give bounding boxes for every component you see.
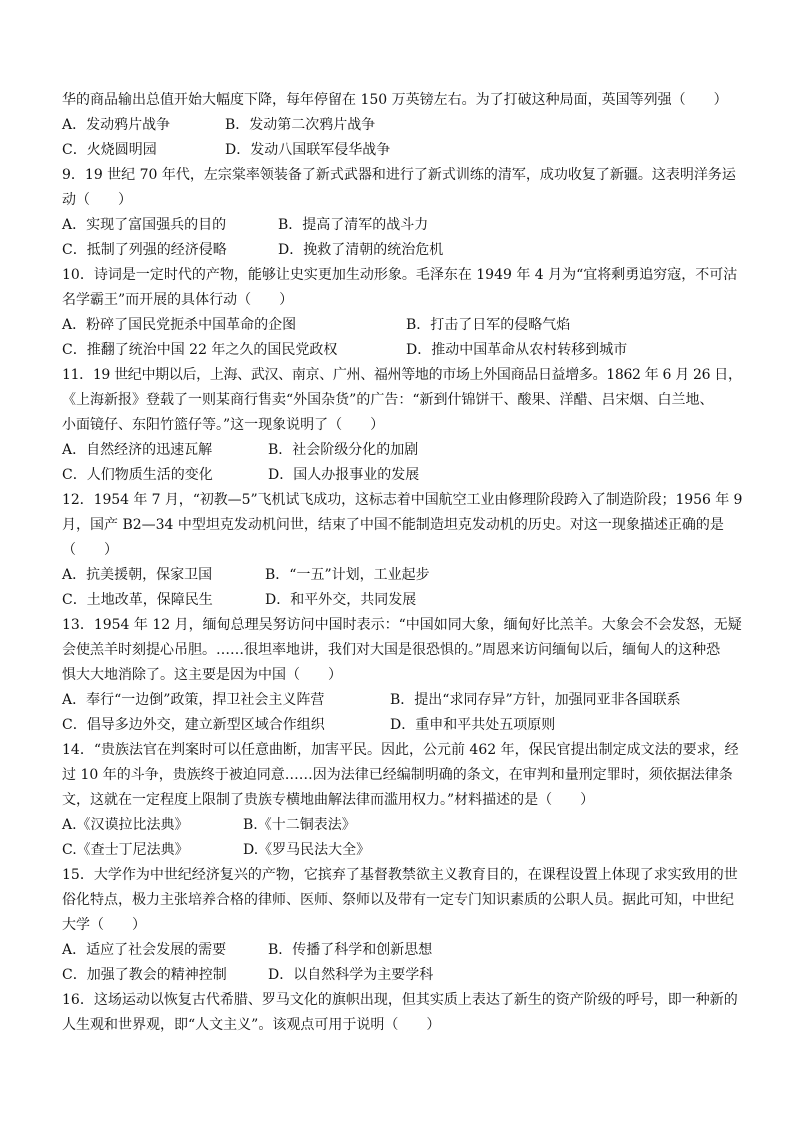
- q13-option-b[interactable]: B．提出“求同存异”方针，加强同亚非各国联系: [390, 692, 681, 708]
- q14-option-d[interactable]: D.《罗马民法大全》: [243, 842, 371, 858]
- q8-options-row-2: [62, 138, 742, 163]
- q15-options-row-2: [62, 963, 742, 988]
- q14-stem-line-1: 14．“贵族法官在判案时可以任意曲断，加害平民。因此，公元前 462 年，保民官提出制定成文法的要求，经: [62, 742, 739, 758]
- q10-option-b[interactable]: B．打击了日军的侵略气焰: [406, 317, 571, 333]
- q15-option-d[interactable]: D．以自然科学为主要学科: [268, 967, 434, 983]
- q11-stem-line-2: 《上海新报》登载了一则某商行售卖“外国杂货”的广告：“新到什锦饼干、酸果、洋醋、吕宋烟、白兰地、: [62, 392, 714, 408]
- q9-option-c[interactable]: C．抵制了列强的经济侵略: [62, 242, 227, 258]
- q13-option-d[interactable]: D．重申和平共处五项原则: [390, 717, 556, 733]
- q14-options-row-2: [62, 838, 742, 863]
- q8-option-c[interactable]: C．火烧圆明园: [62, 142, 157, 158]
- q9-options-row-1: [62, 213, 742, 238]
- q13-option-a[interactable]: A．奉行“一边倒”政策，捍卫社会主义阵营: [62, 692, 325, 708]
- q13-stem-line-2: 会使羔羊时刻提心吊胆。……很坦率地讲，我们对大国是很恐惧的。”周恩来访问缅甸以后，缅甸人的这种恐: [62, 642, 721, 658]
- q13-option-c[interactable]: C．倡导多边外交，建立新型区域合作组织: [62, 717, 325, 733]
- q8-option-d[interactable]: D．发动八国联军侵华战争: [225, 142, 391, 158]
- q10-options-row-1: [62, 313, 742, 338]
- q10-stem-line-1: 10．诗词是一定时代的产物，能够让史实更加生动形象。毛泽东在 1949 年 4 月为“宜将剩勇追穷寇，不可沽: [62, 267, 738, 283]
- q13-stem-line-1: 13．1954 年 12 月，缅甸总理吴努访问中国时表示：“中国如同大象，缅甸好比羔羊。大象会不会发怒，无疑: [62, 617, 742, 633]
- q16-stem-line-2: 人生观和世界观，即“人文主义”。该观点可用于说明（ ）: [62, 1017, 441, 1033]
- q15-stem-line-2: 俗化特点，极力主张培养合格的律师、医师、祭师以及带有一定专门知识素质的公职人员。据此可知，中世纪: [62, 892, 734, 908]
- q15-option-a[interactable]: A．适应了社会发展的需要: [62, 942, 227, 958]
- q11-option-a[interactable]: A．自然经济的迅速瓦解: [62, 442, 213, 458]
- q9-option-d[interactable]: D．挽救了清朝的统治危机: [278, 242, 444, 258]
- q12-stem-line-3: （ ）: [62, 542, 118, 558]
- q10-options-row-2: [62, 338, 742, 363]
- q9-stem-line-2: 动（ ）: [62, 192, 132, 208]
- q12-options-row-2: [62, 588, 742, 613]
- q9-option-b[interactable]: B．提高了清军的战斗力: [278, 217, 429, 233]
- q13-options-row-1: [62, 688, 742, 713]
- exam-page: [62, 88, 742, 1038]
- q14-stem-line-3: 文，这就在一定程度上限制了贵族专横地曲解法律而滥用权力。”材料描述的是（ ）: [62, 792, 595, 808]
- q14-stem-line-2: 过 10 年的斗争，贵族终于被迫同意……因为法律已经编制明确的条文，在审判和量刑定罪时，须依据法律条: [62, 767, 733, 783]
- q15-option-c[interactable]: C．加强了教会的精神控制: [62, 967, 227, 983]
- q14-option-b[interactable]: B.《十二铜表法》: [243, 817, 356, 833]
- q8-stem-tail: 华的商品输出总值开始大幅度下降，每年停留在 150 万英镑左右。为了打破这种局面，英国等列强（ ）: [62, 92, 728, 108]
- q12-option-c[interactable]: C．土地改革，保障民生: [62, 592, 213, 608]
- q15-stem-line-1: 15．大学作为中世纪经济复兴的产物，它摈弃了基督教禁欲主义教育目的，在课程设置上体现了求实致用的世: [62, 867, 738, 883]
- q11-options-row-1: [62, 438, 742, 463]
- q15-options-row-1: [62, 938, 742, 963]
- q8-options-row-1: [62, 113, 742, 138]
- q14-option-a[interactable]: A.《汉谟拉比法典》: [62, 817, 189, 833]
- q10-option-a[interactable]: A．粉碎了国民党扼杀中国革命的企图: [62, 317, 297, 333]
- q12-option-a[interactable]: A．抗美援朝，保家卫国: [62, 567, 213, 583]
- q10-stem-line-2: 名学霸王”而开展的具体行动（ ）: [62, 292, 294, 308]
- q13-options-row-2: [62, 713, 742, 738]
- q9-stem-line-1: 9．19 世纪 70 年代，左宗棠率领装备了新式武器和进行了新式训练的清军，成功收复了新疆。这表明洋务运: [62, 167, 736, 183]
- q13-stem-line-3: 惧大大地消除了。这主要是因为中国（ ）: [62, 667, 342, 683]
- q11-option-c[interactable]: C．人们物质生活的变化: [62, 467, 213, 483]
- q10-option-c[interactable]: C．推翻了统治中国 22 年之久的国民党政权: [62, 342, 338, 358]
- q8-option-a[interactable]: A．发动鸦片战争: [62, 117, 171, 133]
- q12-options-row-1: [62, 563, 742, 588]
- q11-option-b[interactable]: B．社会阶级分化的加剧: [268, 442, 419, 458]
- q8-option-b[interactable]: B．发动第二次鸦片战争: [225, 117, 376, 133]
- q11-option-d[interactable]: D．国人办报事业的发展: [268, 467, 420, 483]
- q12-option-d[interactable]: D．和平外交，共同发展: [265, 592, 417, 608]
- q15-stem-line-3: 大学（ ）: [62, 917, 146, 933]
- q11-stem-line-1: 11．19 世纪中期以后，上海、武汉、南京、广州、福州等地的市场上外国商品日益增多。1862 年 6 月 26 日，: [62, 367, 742, 383]
- q10-option-d[interactable]: D．推动中国革命从农村转移到城市: [406, 342, 628, 358]
- q15-option-b[interactable]: B．传播了科学和创新思想: [268, 942, 433, 958]
- q11-options-row-2: [62, 463, 742, 488]
- q14-options-row-1: [62, 813, 742, 838]
- q12-option-b[interactable]: B．“一五”计划，工业起步: [265, 567, 430, 583]
- q9-option-a[interactable]: A．实现了富国强兵的目的: [62, 217, 227, 233]
- q11-stem-line-3: 小面镜仔、东阳竹篮仔等。”这一现象说明了（ ）: [62, 417, 385, 433]
- q16-stem-line-1: 16．这场运动以恢复古代希腊、罗马文化的旗帜出现，但其实质上表达了新生的资产阶级的呼号，即一种新的: [62, 992, 738, 1008]
- q14-option-c[interactable]: C.《查士丁尼法典》: [62, 842, 189, 858]
- q9-options-row-2: [62, 238, 742, 263]
- q12-stem-line-1: 12．1954 年 7 月，“初教—5”飞机试飞成功，这标志着中国航空工业由修理阶段跨入了制造阶段；1956 年 9: [62, 492, 743, 508]
- q12-stem-line-2: 月，国产 B2—34 中型坦克发动机问世，结束了中国不能制造坦克发动机的历史。对这一现象描述正确的是: [62, 517, 724, 533]
